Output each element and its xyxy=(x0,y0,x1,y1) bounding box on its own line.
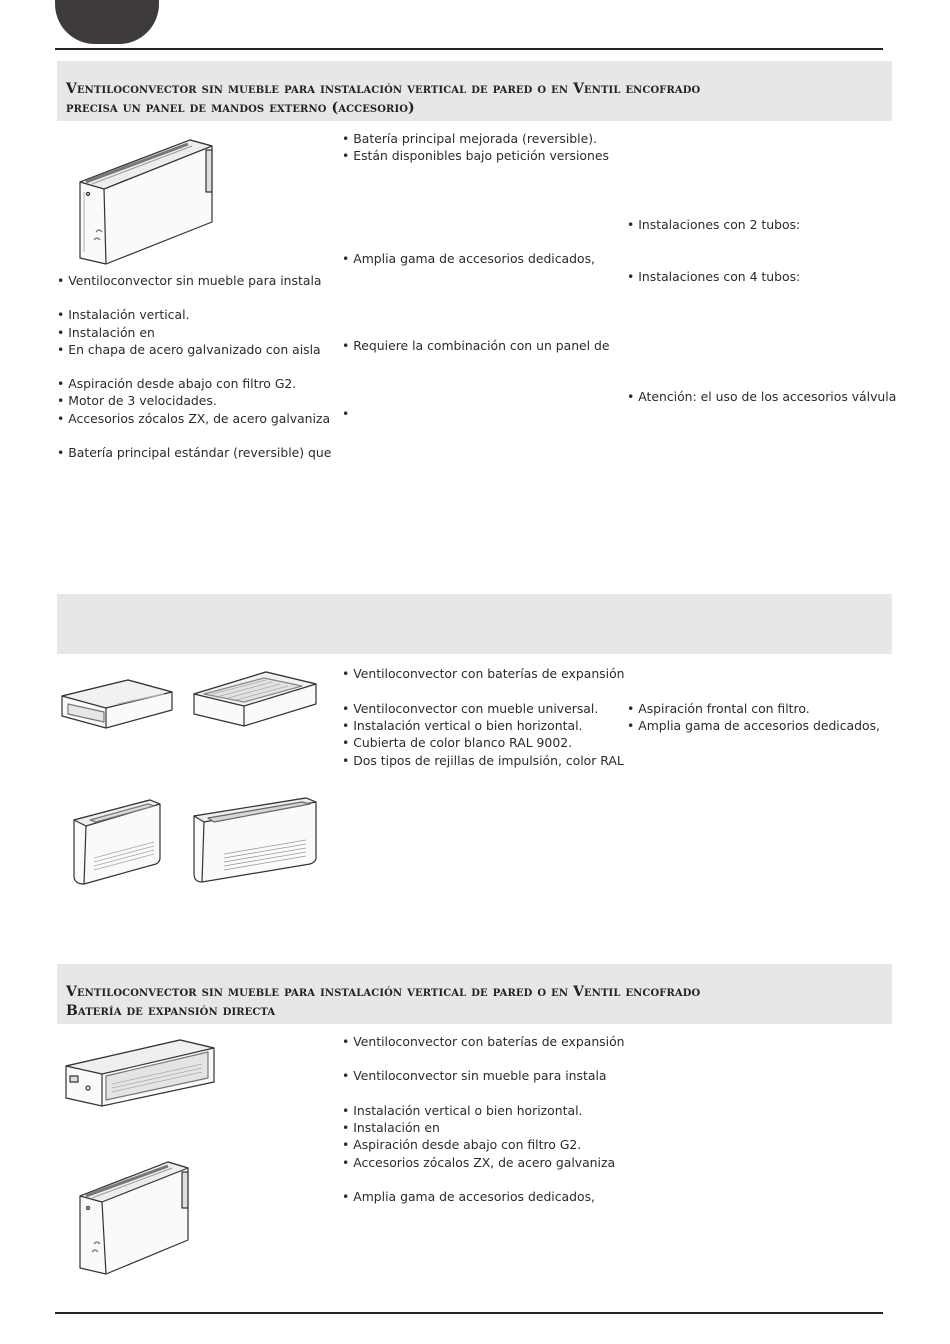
list-item: • Dos tipos de rejillas de impulsión, color RAL xyxy=(342,752,624,768)
list-item: • Amplia gama de accesorios dedicados, xyxy=(342,251,595,266)
fancoil-cabinet-unit-icon xyxy=(68,796,164,886)
list-item: • Ventiloconvector sin mueble para instala xyxy=(57,273,322,288)
section1-title-line2: precisa un panel de mandos externo (accesorio) xyxy=(66,100,415,116)
section3-title-line2: Batería de expansión directa xyxy=(66,1003,276,1019)
list-item: • Motor de 3 velocidades. xyxy=(57,393,217,409)
list-item: • Ventiloconvector con mueble universal. xyxy=(342,701,599,716)
fancoil-vertical-unit-icon xyxy=(74,132,224,272)
list-item: • Instalación vertical o bien horizontal. xyxy=(342,718,583,734)
fancoil-vertical-unit-icon xyxy=(76,1158,192,1278)
fancoil-cabinet-unit-icon xyxy=(190,796,320,886)
list-item: • Instalaciones con 4 tubos: xyxy=(627,269,801,284)
section3-header-band xyxy=(57,964,892,1024)
list-item: • Ventiloconvector sin mueble para instala xyxy=(342,1068,607,1083)
section1-title-line1: Ventiloconvector sin mueble para instalación vertical de pared o en Ventil encofrado xyxy=(66,81,701,97)
fancoil-horizontal-unit-icon xyxy=(62,1036,218,1108)
section1-left-list xyxy=(57,272,331,461)
list-item: • Requiere la combinación con un panel de xyxy=(342,338,610,353)
list-item: • Están disponibles bajo petición versiones xyxy=(342,148,609,163)
list-item: • Amplia gama de accesorios dedicados, xyxy=(627,718,880,734)
list-item: • Accesorios zócalos ZX, de acero galvaniza xyxy=(57,410,331,426)
fancoil-ceiling-unit-icon xyxy=(190,668,320,732)
header-rule xyxy=(55,48,883,50)
list-item: • Aspiración frontal con filtro. xyxy=(627,701,810,716)
list-item: • Accesorios zócalos ZX, de acero galvaniza xyxy=(342,1154,616,1170)
list-item: • Atención: el uso de los accesorios válvula xyxy=(627,389,897,404)
list-item: • En chapa de acero galvanizado con aisla xyxy=(57,341,321,357)
list-item: • Ventiloconvector con baterías de expansión xyxy=(342,1034,625,1049)
page-tab-decoration xyxy=(55,0,159,44)
section3-mid-list xyxy=(342,1102,615,1171)
list-item: • Aspiración desde abajo con filtro G2. xyxy=(342,1137,582,1153)
section1-header-band xyxy=(57,61,892,121)
list-item: • xyxy=(342,406,350,421)
section2-right-list xyxy=(627,700,880,734)
fancoil-ceiling-unit-icon xyxy=(58,674,176,734)
section2-mid-list xyxy=(342,700,624,769)
list-item: • Instalación vertical o bien horizontal. xyxy=(342,1103,583,1118)
section2-header-band xyxy=(57,594,892,654)
list-item: • Batería principal estándar (reversible) que xyxy=(57,444,332,460)
list-item: • Cubierta de color blanco RAL 9002. xyxy=(342,735,573,751)
list-item: • Instalación en xyxy=(342,1120,440,1136)
section3-title-line1: Ventiloconvector sin mueble para instalación vertical de pared o en Ventil encofrado xyxy=(66,984,701,1000)
list-item: • Ventiloconvector con baterías de expansión xyxy=(342,666,625,681)
list-item: • Instalación en xyxy=(57,324,155,340)
list-item: • Instalación vertical. xyxy=(57,307,190,323)
list-item: • Batería principal mejorada (reversible). xyxy=(342,131,597,146)
list-item: • Instalaciones con 2 tubos: xyxy=(627,217,801,232)
list-item: • Aspiración desde abajo con filtro G2. xyxy=(57,376,297,392)
footer-rule xyxy=(55,1312,883,1314)
list-item: • Amplia gama de accesorios dedicados, xyxy=(342,1189,595,1204)
